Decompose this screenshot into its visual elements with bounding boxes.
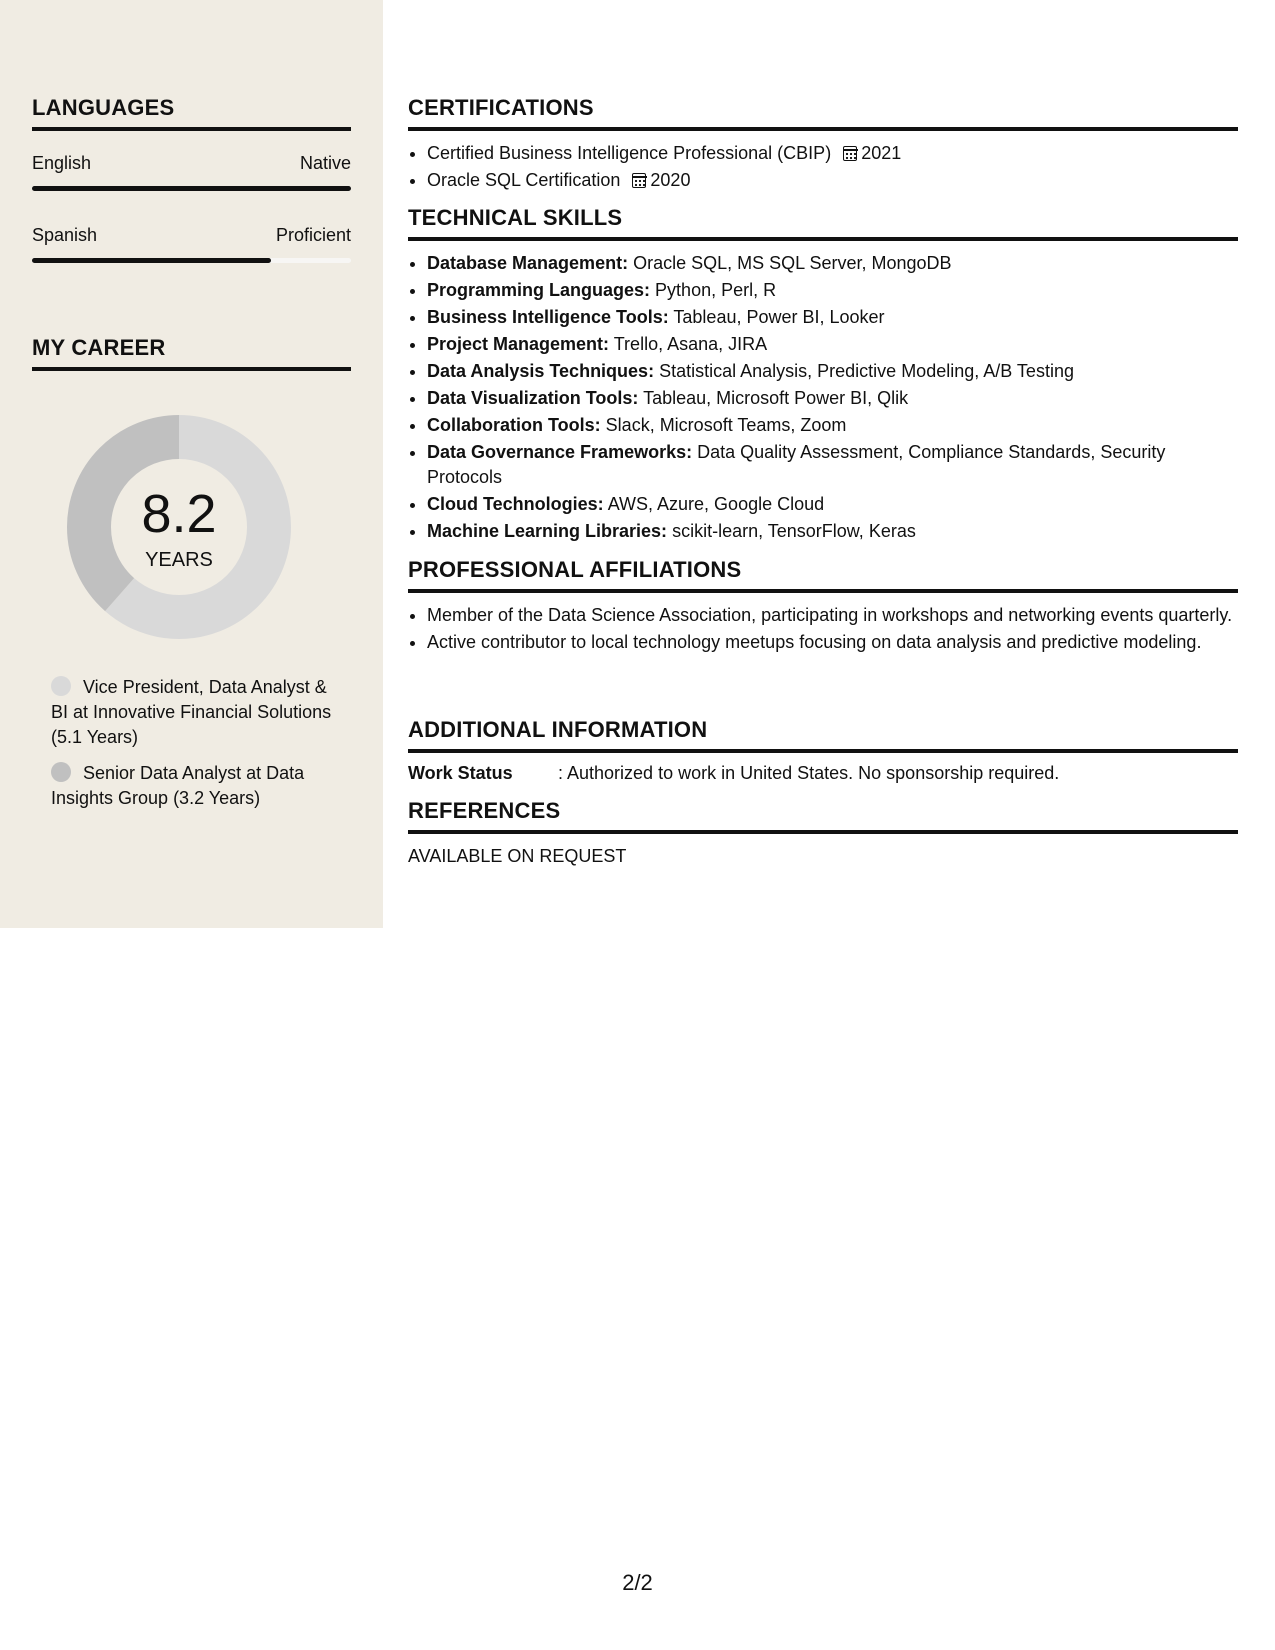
additional-info-section [408, 717, 1238, 784]
affiliations-list [408, 603, 1238, 655]
career-legend-label: Senior Data Analyst at Data Insights Group (3.2 Years) [51, 763, 305, 808]
technical-skills-title: TECHNICAL SKILLS [408, 205, 1238, 241]
skill-label: Project Management: [427, 334, 610, 354]
skill-label: Cloud Technologies: [427, 494, 604, 514]
additional-info-title: ADDITIONAL INFORMATION [408, 717, 1238, 753]
list-item [427, 251, 1238, 276]
skill-label: Data Analysis Techniques: [427, 361, 655, 381]
language-proficiency-bar [32, 186, 351, 191]
language-level: Proficient [275, 225, 351, 245]
skill-value: Slack, Microsoft Teams, Zoom [605, 415, 847, 435]
languages-title: LANGUAGES [32, 95, 351, 131]
affiliations-section [408, 557, 1238, 657]
career-section [32, 335, 351, 371]
list-item [427, 305, 1238, 330]
work-status-label: Work Status [408, 763, 513, 783]
list-item [427, 141, 1238, 166]
skill-value: Statistical Analysis, Predictive Modeling, A/B Testing [659, 361, 1074, 381]
work-status-row [408, 763, 1238, 784]
legend-dot [51, 762, 71, 782]
page-number: 2/2 [622, 1570, 653, 1595]
list-item [427, 386, 1238, 411]
language-proficiency-bar [32, 258, 351, 263]
career-donut-chart [67, 415, 291, 639]
references-title: REFERENCES [408, 798, 1238, 834]
certifications-list [408, 141, 1238, 193]
certifications-title: CERTIFICATIONS [408, 95, 1238, 131]
career-total-unit: YEARS [145, 549, 213, 571]
skill-value: Python, Perl, R [655, 280, 777, 300]
work-status-value: : Authorized to work in United States. No sponsorship required. [558, 763, 1060, 783]
language-item-spanish [32, 225, 351, 263]
languages-section [32, 95, 351, 263]
list-item [427, 278, 1238, 303]
skill-label: Collaboration Tools: [427, 415, 601, 435]
certification-name: Certified Business Intelligence Professional (CBIP) [427, 143, 832, 163]
calendar-icon [843, 146, 857, 161]
language-proficiency-fill [32, 186, 351, 191]
list-item [427, 168, 1238, 193]
skill-label: Data Governance Frameworks: [427, 442, 693, 462]
skill-label: Data Visualization Tools: [427, 388, 639, 408]
skill-value: Oracle SQL, MS SQL Server, MongoDB [633, 253, 952, 273]
skill-label: Programming Languages: [427, 280, 651, 300]
career-legend-item [51, 675, 341, 750]
list-item: • Member of the Data Science Association, participating in workshops and networking events quarterly. [427, 603, 1238, 628]
language-item-english [32, 153, 351, 191]
skill-value: Tableau, Microsoft Power BI, Qlik [643, 388, 909, 408]
sidebar [0, 0, 383, 928]
list-item [427, 492, 1238, 517]
skill-label: Machine Learning Libraries: [427, 521, 668, 541]
certification-name: Oracle SQL Certification [427, 170, 621, 190]
list-item [427, 440, 1238, 490]
career-legend-item [51, 761, 341, 811]
career-total-value: 8.2 [141, 484, 217, 544]
skill-value: AWS, Azure, Google Cloud [607, 494, 825, 514]
skill-label: Business Intelligence Tools: [427, 307, 669, 327]
references-text: AVAILABLE ON REQUEST [408, 846, 627, 866]
certification-year: 2020 [650, 170, 691, 190]
career-title: MY CAREER [32, 335, 351, 371]
list-item [427, 519, 1238, 544]
list-item [427, 413, 1238, 438]
career-legend-label: Vice President, Data Analyst & BI at Innovative Financial Solutions (5.1 Years) [51, 677, 332, 747]
technical-skills-section [408, 205, 1238, 546]
references-section [408, 798, 1238, 867]
list-item: • Active contributor to local technology meetups focusing on data analysis and predictive modeling. [427, 630, 1238, 655]
certification-year: 2021 [861, 143, 902, 163]
language-level: Native [299, 153, 351, 173]
list-item [427, 359, 1238, 384]
calendar-icon [632, 173, 646, 188]
language-proficiency-fill [32, 258, 271, 263]
affiliations-title: PROFESSIONAL AFFILIATIONS [408, 557, 1238, 593]
language-name: Spanish [32, 225, 98, 245]
technical-skills-list [408, 251, 1238, 544]
skill-label: Database Management: [427, 253, 629, 273]
skill-value: scikit-learn, TensorFlow, Keras [672, 521, 916, 541]
legend-dot [51, 676, 71, 696]
certifications-section [408, 95, 1238, 195]
skill-value: Data Quality Assessment, Compliance Standards, Security Protocols [427, 442, 1166, 487]
list-item [427, 332, 1238, 357]
language-name: English [32, 153, 92, 173]
skill-value: Trello, Asana, JIRA [613, 334, 768, 354]
skill-value: Tableau, Power BI, Looker [673, 307, 885, 327]
